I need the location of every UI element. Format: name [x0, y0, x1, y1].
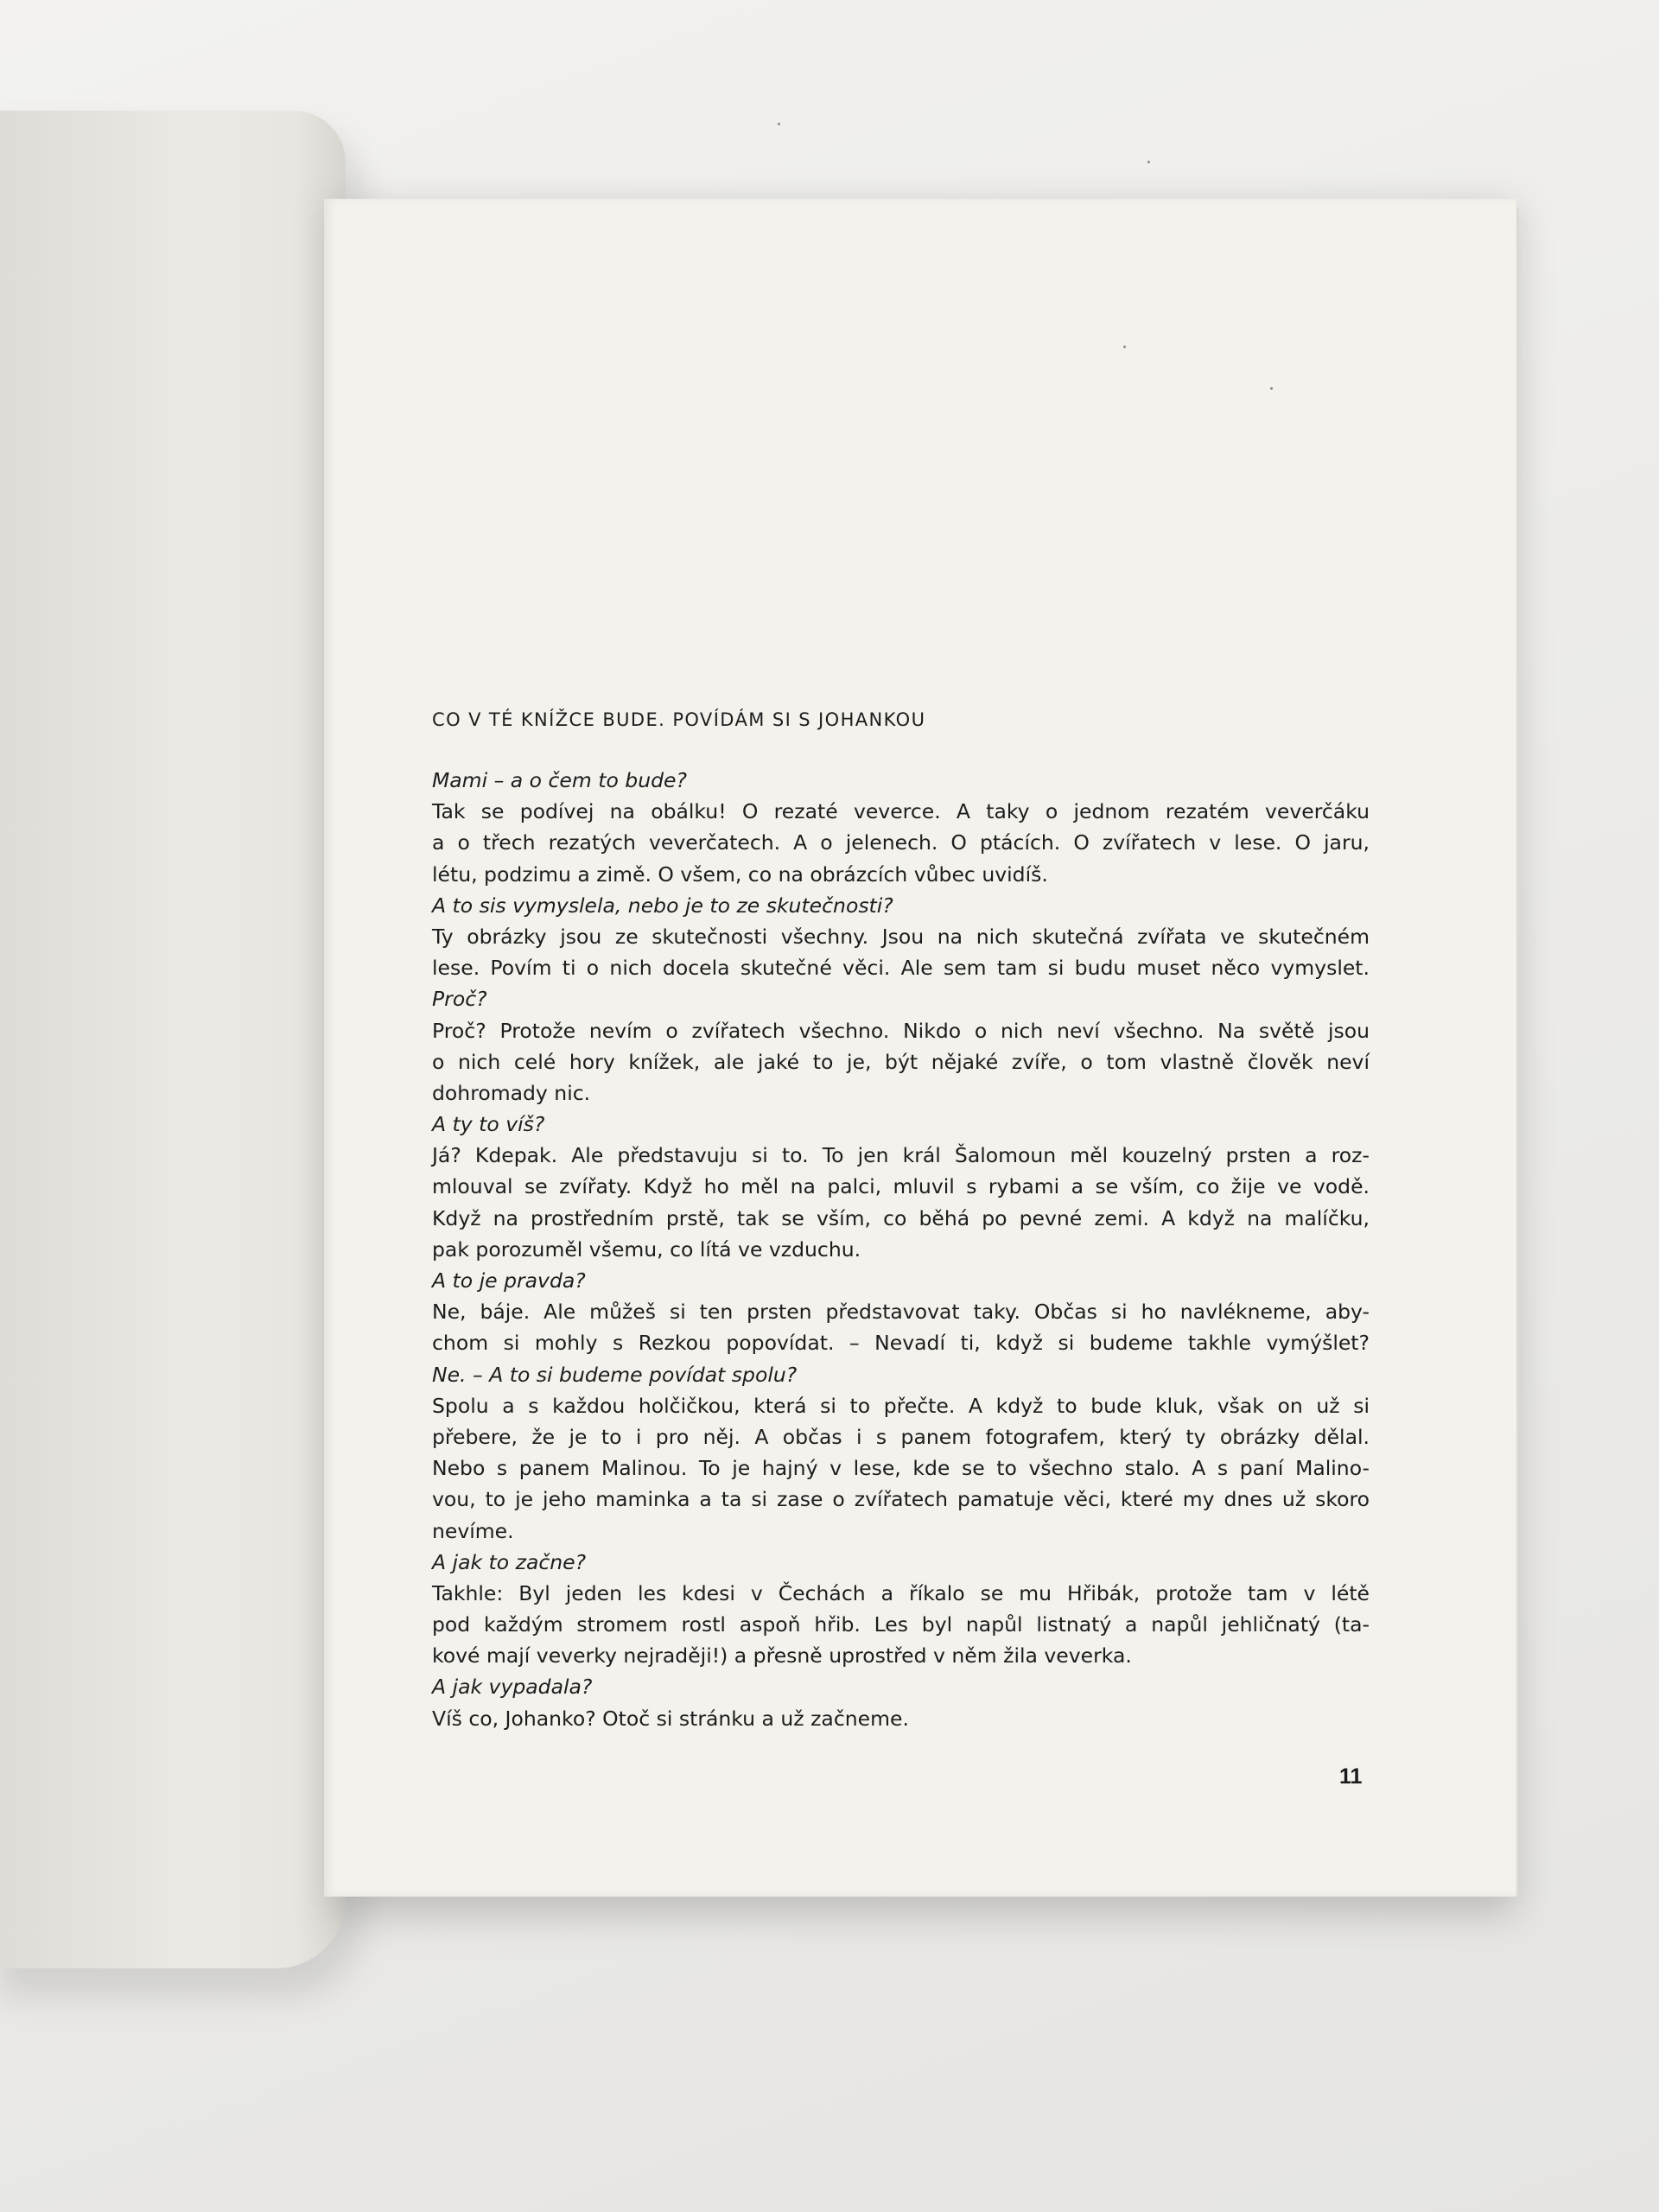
- answer-line: Ty obrázky jsou ze skutečnosti všechny. Jsou na nich skutečná zvířata ve skutečném: [432, 924, 1370, 949]
- left-page: [0, 111, 346, 1968]
- chapter-title: CO V TÉ KNÍŽCE BUDE. POVÍDÁM SI S JOHANKOU: [432, 709, 926, 730]
- answer-line: mlouval se zvířaty. Když ho měl na palci, mluvil s rybami a se vším, co žije ve vodě.: [432, 1174, 1370, 1199]
- answer-line: Nebo s panem Malinou. To je hajný v lese, kde se to všechno stalo. A s paní Malino-: [432, 1456, 1370, 1481]
- answer-line: Já? Kdepak. Ale představuju si to. To jen král Šalomoun měl kouzelný prsten a roz-: [432, 1143, 1370, 1168]
- answer-line: dohromady nic.: [432, 1080, 591, 1105]
- answer-line: chom si mohly s Rezkou popovídat. – Nevadí ti, když si budeme takhle vymýšlet?: [432, 1331, 1370, 1356]
- answer-line: Když na prostředním prstě, tak se vším, co běhá po pevné zemi. A když na malíčku,: [432, 1205, 1370, 1230]
- page-text-block: [432, 704, 1370, 1734]
- answer-line: Proč? Protože nevím o zvířatech všechno. Nikdo o nich neví všechno. Na světě jsou: [432, 1018, 1370, 1043]
- answer-line: létu, podzimu a zimě. O všem, co na obrázcích vůbec uvidíš.: [432, 861, 1048, 887]
- question-line: A to sis vymyslela, nebo je to ze skutečnosti?: [432, 893, 893, 918]
- answer-line: pak porozuměl všemu, co lítá ve vzduchu.: [432, 1236, 861, 1262]
- question-line: Ne. – A to si budeme povídat spolu?: [432, 1362, 798, 1387]
- dust-speck: [778, 123, 780, 125]
- question-line: A to je pravda?: [432, 1268, 586, 1293]
- answer-line: Víš co, Johanko? Otoč si stránku a už začneme.: [432, 1706, 909, 1731]
- answer-line: kové mají veverky nejraději!) a přesně uprostřed v něm žila veverka.: [432, 1643, 1132, 1669]
- answer-line: a o třech rezatých veverčatech. A o jelenech. O ptácích. O zvířatech v lese. O jaru,: [432, 830, 1370, 855]
- dust-speck: [1123, 346, 1126, 348]
- answer-line: Ne, báje. Ale můžeš si ten prsten představovat taky. Občas si ho navlékneme, aby-: [432, 1300, 1370, 1325]
- answer-line: lese. Povím ti o nich docela skutečné věci. Ale sem tam si budu muset něco vymyslet.: [432, 956, 1370, 981]
- question-line: Mami – a o čem to bude?: [432, 768, 687, 792]
- answer-line: Takhle: Byl jeden les kdesi v Čechách a říkalo se mu Hřibák, protože tam v létě: [432, 1580, 1370, 1605]
- answer-line: vou, to je jeho maminka a ta si zase o zvířatech pamatuje věci, které my dnes už skoro: [432, 1487, 1370, 1512]
- question-line: A jak to začne?: [432, 1549, 587, 1574]
- question-line: A jak vypadala?: [432, 1675, 593, 1700]
- question-line: Proč?: [432, 987, 487, 1012]
- dialogue-lines: [432, 765, 1370, 1734]
- answer-line: o nich celé hory knížek, ale jaké to je, být nějaké zvíře, o tom vlastně člověk neví: [432, 1049, 1370, 1074]
- right-page: [324, 199, 1516, 1897]
- answer-line: Tak se podívej na obálku! O rezaté veverce. A taky o jednom rezatém veverčáku: [432, 799, 1370, 824]
- answer-line: nevíme.: [432, 1518, 514, 1543]
- answer-line: přebere, že je to i pro něj. A občas i s panem fotografem, který ty obrázky dělal.: [432, 1424, 1370, 1449]
- answer-line: Spolu a s každou holčičkou, která si to přečte. A když to bude kluk, však on už si: [432, 1393, 1370, 1418]
- dust-speck: [1270, 387, 1273, 390]
- dust-speck: [1147, 161, 1150, 163]
- page-number: 11: [1339, 1764, 1363, 1789]
- question-line: A ty to víš?: [432, 1112, 545, 1137]
- answer-line: pod každým stromem rostl aspoň hřib. Les byl napůl listnatý a napůl jehličnatý (ta-: [432, 1612, 1370, 1637]
